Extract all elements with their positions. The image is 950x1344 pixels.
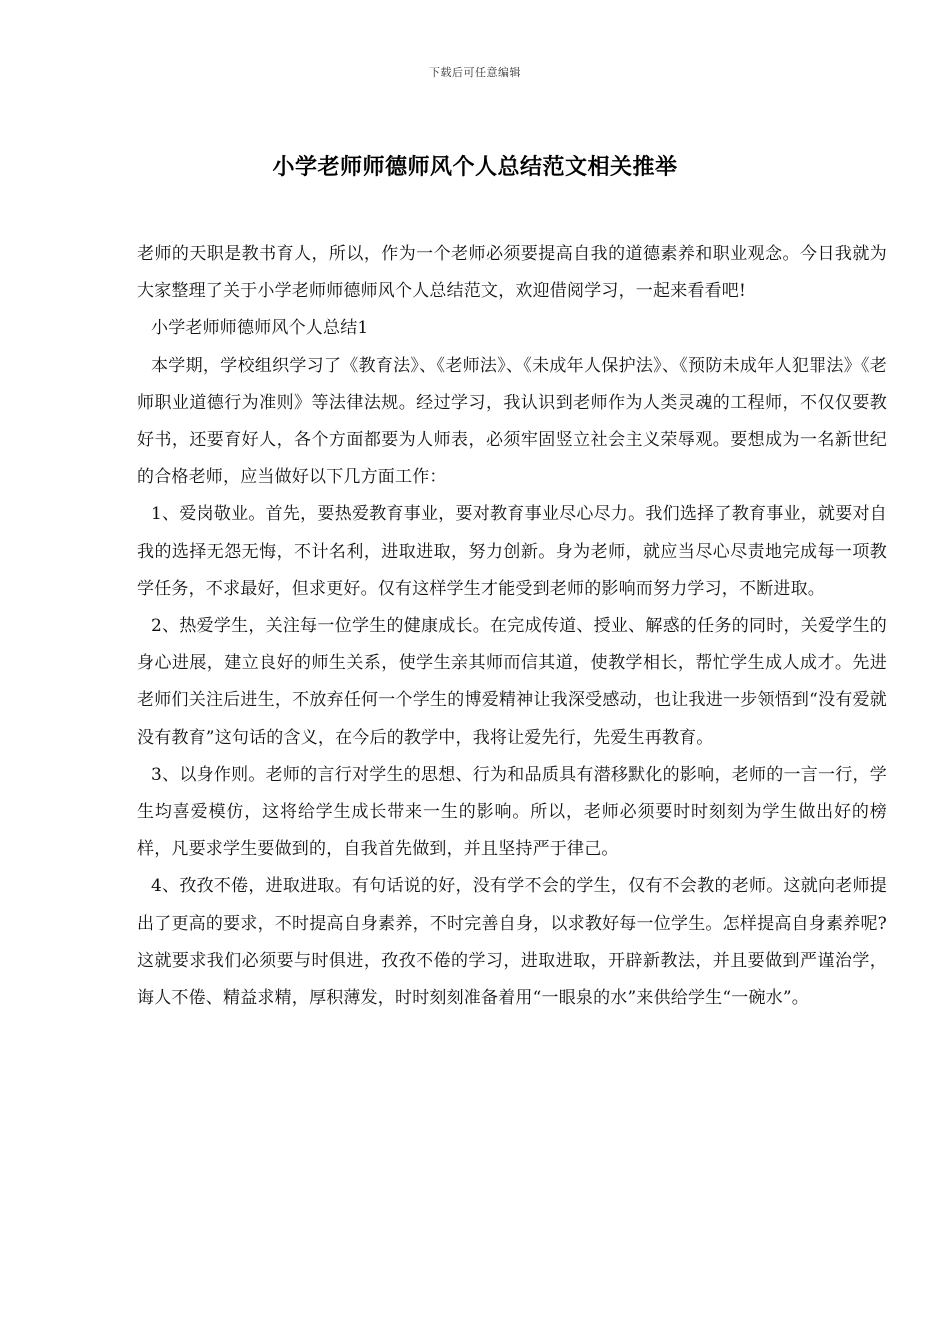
document-body <box>137 236 887 1017</box>
intro-paragraph: 老师的天职是教书育人，所以，作为一个老师必须要提高自我的道德素养和职业观念。今日我就为大家整理了关于小学老师师德师风个人总结范文，欢迎借阅学习，一起来看看吧! <box>137 244 887 302</box>
body-paragraph: 3、以身作则。老师的言行对学生的思想、行为和品质具有潜移默化的影响，老师的一言一行，学生均喜爱模仿，这将给学生成长带来一生的影响。所以，老师必须要时时刻刻为学生做出好的榜样，凡要求学生要做到的，自我首先做到，并且坚持严于律己。 <box>137 764 887 860</box>
body-paragraph: 2、热爱学生，关注每一位学生的健康成长。在完成传道、授业、解惑的任务的同时，关爱学生的身心进展，建立良好的师生关系，使学生亲其师而信其道，使教学相长，帮忙学生成人成才。先进老师们关注后进生，不放弃任何一个学生的博爱精神让我深受感动，也让我进一步领悟到“没有爱就没有教育”这句话的含义，在今后的教学中，我将让爱先行，先爱生再教育。 <box>137 616 887 748</box>
body-paragraph: 1、爱岗敬业。首先，要热爱教育事业，要对教育事业尽心尽力。我们选择了教育事业，就要对自我的选择无怨无悔，不计名利，进取进取，努力创新。身为老师，就应当尽心尽责地完成每一项教学任务，不求最好，但求更好。仅有这样学生才能受到老师的影响而努力学习，不断进取。 <box>137 504 887 599</box>
header-note: 下载后可任意编辑 <box>429 66 521 79</box>
section-heading: 小学老师师德师风个人总结1 <box>151 318 369 339</box>
document-title: 小学老师师德师风个人总结范文相关推举 <box>272 155 678 180</box>
body-paragraph: 4、孜孜不倦，进取进取。有句话说的好，没有学不会的学生，仅有不会教的老师。这就向老师提出了更高的要求，不时提高自身素养，不时完善自身，以求教好每一位学生。怎样提高自身素养呢?这就要求我们必须要与时俱进，孜孜不倦的学习，进取进取，开辟新教法，并且要做到严谨治学，诲人不倦、精益求精，厚积薄发，时时刻刻准备着用“一眼泉的水”来供给学生“一碗水”。 <box>137 876 887 1009</box>
body-paragraph: 本学期，学校组织学习了《教育法》、《老师法》、《未成年人保护法》、《预防未成年人犯罪法》《老师职业道德行为准则》等法律法规。经过学习，我认识到老师作为人类灵魂的工程师，不仅仅要教好书，还要育好人，各个方面都要为人师表，必须牢固竖立社会主义荣辱观。要想成为一名新世纪的合格老师，应当做好以下几方面工作： <box>137 355 887 488</box>
